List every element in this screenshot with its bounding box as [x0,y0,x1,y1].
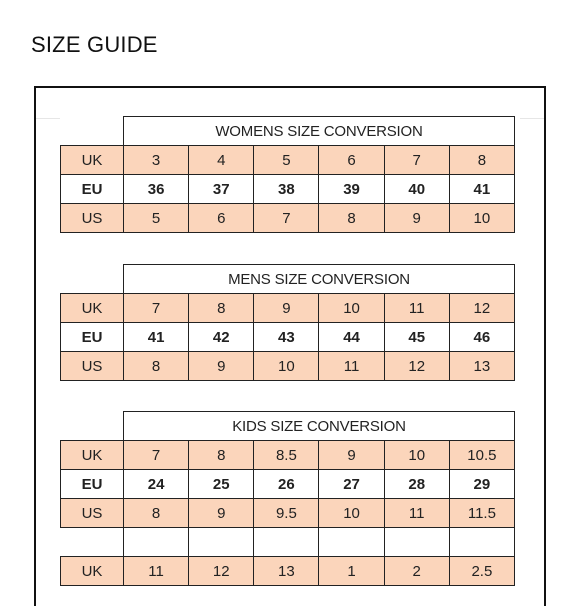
table-row [61,175,515,204]
size-cell: 6 [189,204,254,233]
size-cell: 6 [319,146,384,175]
size-cell: 8 [189,441,254,470]
table-row [61,499,515,528]
row-label: EU [61,323,124,352]
row-label: US [61,499,124,528]
size-cell: 41 [449,175,514,204]
size-cell: 12 [449,294,514,323]
mens-heading: MENS SIZE CONVERSION [124,265,515,294]
size-cell: 8.5 [254,441,319,470]
kids-heading: KIDS SIZE CONVERSION [124,412,515,441]
size-cell: 10 [319,294,384,323]
size-cell: 2 [384,557,449,586]
row-label: US [61,204,124,233]
row-label: UK [61,146,124,175]
size-cell: 42 [189,323,254,352]
size-cell: 13 [449,352,514,381]
table-row [61,294,515,323]
empty-cell [254,528,319,557]
kids-size-table [60,411,515,586]
size-cell: 38 [254,175,319,204]
size-cell: 10 [254,352,319,381]
row-label: EU [61,470,124,499]
size-cell: 5 [124,204,189,233]
womens-heading: WOMENS SIZE CONVERSION [124,117,515,146]
table-row [61,323,515,352]
size-cell: 9 [384,204,449,233]
empty-cell [124,528,189,557]
size-cell: 8 [449,146,514,175]
size-cell: 11 [384,499,449,528]
size-cell: 12 [384,352,449,381]
size-cell: 24 [124,470,189,499]
size-cell: 1 [319,557,384,586]
size-cell: 10 [384,441,449,470]
size-cell: 27 [319,470,384,499]
size-cell: 44 [319,323,384,352]
size-cell: 11 [384,294,449,323]
size-cell: 7 [384,146,449,175]
size-cell: 11 [124,557,189,586]
empty-cell [319,528,384,557]
size-cell: 2.5 [449,557,514,586]
page-title: SIZE GUIDE [31,32,158,57]
size-cell: 9 [319,441,384,470]
size-cell: 29 [449,470,514,499]
size-cell: 11 [319,352,384,381]
size-cell: 12 [189,557,254,586]
size-cell: 8 [124,352,189,381]
size-cell: 41 [124,323,189,352]
size-cell: 9 [254,294,319,323]
row-label: UK [61,441,124,470]
size-cell: 3 [124,146,189,175]
size-cell: 8 [189,294,254,323]
row-label: UK [61,294,124,323]
size-cell: 25 [189,470,254,499]
size-cell: 43 [254,323,319,352]
womens-size-table [60,116,515,233]
size-cell: 9 [189,352,254,381]
table-corner [61,265,124,294]
size-cell: 9.5 [254,499,319,528]
table-corner [61,412,124,441]
empty-cell [384,528,449,557]
row-label: US [61,352,124,381]
empty-cell [189,528,254,557]
size-cell: 40 [384,175,449,204]
table-corner [61,117,124,146]
size-cell: 45 [384,323,449,352]
table-row [61,352,515,381]
spacer-row [61,528,515,557]
size-cell: 7 [124,294,189,323]
table-row [61,441,515,470]
table-row [61,146,515,175]
size-cell: 11.5 [449,499,514,528]
size-cell: 8 [124,499,189,528]
table-row [61,204,515,233]
empty-cell [449,528,514,557]
size-cell: 28 [384,470,449,499]
table-corner [61,528,124,557]
size-cell: 4 [189,146,254,175]
size-cell: 46 [449,323,514,352]
size-cell: 8 [319,204,384,233]
size-cell: 13 [254,557,319,586]
size-cell: 7 [254,204,319,233]
size-cell: 36 [124,175,189,204]
table-row [61,557,515,586]
size-cell: 10 [319,499,384,528]
size-cell: 26 [254,470,319,499]
row-label: EU [61,175,124,204]
mens-size-table [60,264,515,381]
size-cell: 7 [124,441,189,470]
row-label: UK [61,557,124,586]
size-cell: 39 [319,175,384,204]
size-cell: 5 [254,146,319,175]
size-cell: 10.5 [449,441,514,470]
size-cell: 37 [189,175,254,204]
size-cell: 9 [189,499,254,528]
table-row [61,470,515,499]
size-cell: 10 [449,204,514,233]
